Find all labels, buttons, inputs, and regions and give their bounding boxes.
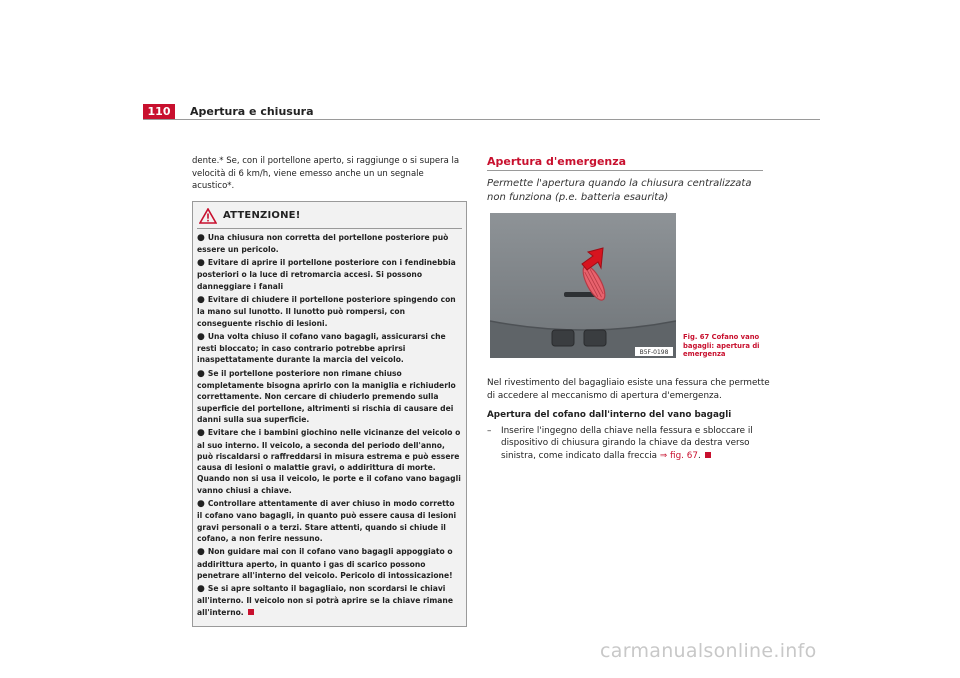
step-content — [501, 425, 777, 463]
warning-header — [197, 208, 462, 224]
procedure-step — [487, 425, 777, 463]
watermark: carmanualsonline.info — [600, 640, 817, 662]
warning-triangle-icon — [199, 208, 217, 224]
bullet-icon: ● — [197, 547, 205, 558]
warning-item: ● Se si apre soltanto il bagagliaio, non scordarsi le chiavi all'interno. Il veicolo non si potrà aprire se la chiave rimane all'interno. — [197, 584, 453, 617]
warning-item: ● Controllare attentamente di aver chiuso in modo corretto il cofano vano bagagli, in quanto può essere causa di lesioni gravi personali o a terzi. Stare attenti, quando si chiude il cofano, a non ferire nessuno. — [197, 499, 457, 543]
bullet-icon: ● — [197, 584, 205, 595]
warning-title: ATTENZIONE! — [223, 210, 301, 221]
step-text: Inserire l'ingegno della chiave nella fessura e sbloccare il dispositivo di chiusura girando la chiave da destra verso sinistra, come indicato dalla freccia — [501, 425, 753, 461]
bullet-icon: ● — [197, 331, 205, 342]
left-column — [192, 155, 467, 627]
warning-item: ● Una chiusura non corretta del portellone posteriore può essere un pericolo. — [197, 232, 449, 254]
warning-divider — [197, 228, 462, 229]
warning-item: ● Evitare di chiudere il portellone posteriore spingendo con la mano sul lunotto. Il lunotto può rompersi, con conseguente rischio di lesioni. — [197, 294, 456, 328]
bullet-icon: ● — [197, 428, 205, 439]
step-dash: – — [487, 425, 492, 436]
bullet-icon: ● — [197, 232, 205, 243]
body-paragraph: Nel rivestimento del bagagliaio esiste una fessura che permette di accedere al meccanismo di apertura d'emergenza. — [487, 378, 770, 401]
intro-paragraph: dente.* Se, con il portellone aperto, si raggiunge o si supera la velocità di 6 km/h, viene emesso anche un un segnale acustico*. — [192, 156, 460, 191]
warning-item: ● Evitare di aprire il portellone posteriore con i fendinebbia posteriori o la luce di retromarcia accesi. Si possono danneggiare i fanali — [197, 258, 456, 291]
warning-item: ● Una volta chiuso il cofano vano bagagli, assicurarsi che resti bloccato; in caso contrario potrebbe aprirsi inaspettatamente durante la marcia del veicolo. — [197, 331, 446, 365]
procedure-heading: Apertura del cofano dall'interno del vano bagagli — [487, 410, 732, 420]
figure-reference-link[interactable]: ⇒ fig. 67 — [659, 450, 698, 461]
section-heading: Apertura d'emergenza — [487, 155, 627, 168]
bullet-icon: ● — [197, 258, 205, 269]
body-block — [487, 377, 777, 462]
figure-caption: Fig. 67 Cofano vano bagagli: apertura di emergenza — [683, 333, 760, 358]
bullet-icon: ● — [197, 368, 205, 379]
section-end-icon — [248, 609, 254, 615]
bullet-icon: ● — [197, 499, 205, 510]
header-rule — [143, 119, 820, 120]
section-end-icon — [705, 452, 711, 458]
step-end: . — [697, 450, 701, 461]
bullet-icon: ● — [197, 294, 205, 305]
section-rule — [487, 170, 763, 171]
warning-item: ● Se il portellone posteriore non rimane chiuso completamente bisogna aprirlo con la maniglia e richiuderlo correttamente. Non cercare di chiuderlo premendo sulla superficie del portellone, altrimenti si rischia di causare dei danni sulla sua superficie. — [197, 368, 456, 424]
figure-code: B5F-0198 — [639, 349, 669, 356]
right-column — [487, 155, 777, 212]
page-number: 110 — [143, 104, 175, 120]
trunk-illustration — [490, 213, 676, 358]
figure-trunk-emergency-release — [490, 213, 676, 358]
warning-item: ● Evitare che i bambini giochino nelle vicinanze del veicolo o al suo interno. Il veicolo, a seconda del periodo dell'anno, può riscaldarsi o raffreddarsi in misura estrema e può essere causa di lesioni o malattie gravi, o addirittura di morte. Quando non si usa il veicolo, le porte e il cofano vano bagagli vanno chiusi a chiave. — [197, 428, 461, 495]
warning-box — [192, 201, 467, 628]
warning-item: ● Non guidare mai con il cofano vano bagagli appoggiato o addirittura aperto, in quanto i gas di scarico possono penetrare all'interno del veicolo. Pericolo di intossicazione! — [197, 547, 453, 580]
running-header: Apertura e chiusura — [190, 105, 314, 118]
section-lead: Permette l'apertura quando la chiusura centralizzata non funziona (p.e. batteria esaurita) — [487, 178, 752, 203]
